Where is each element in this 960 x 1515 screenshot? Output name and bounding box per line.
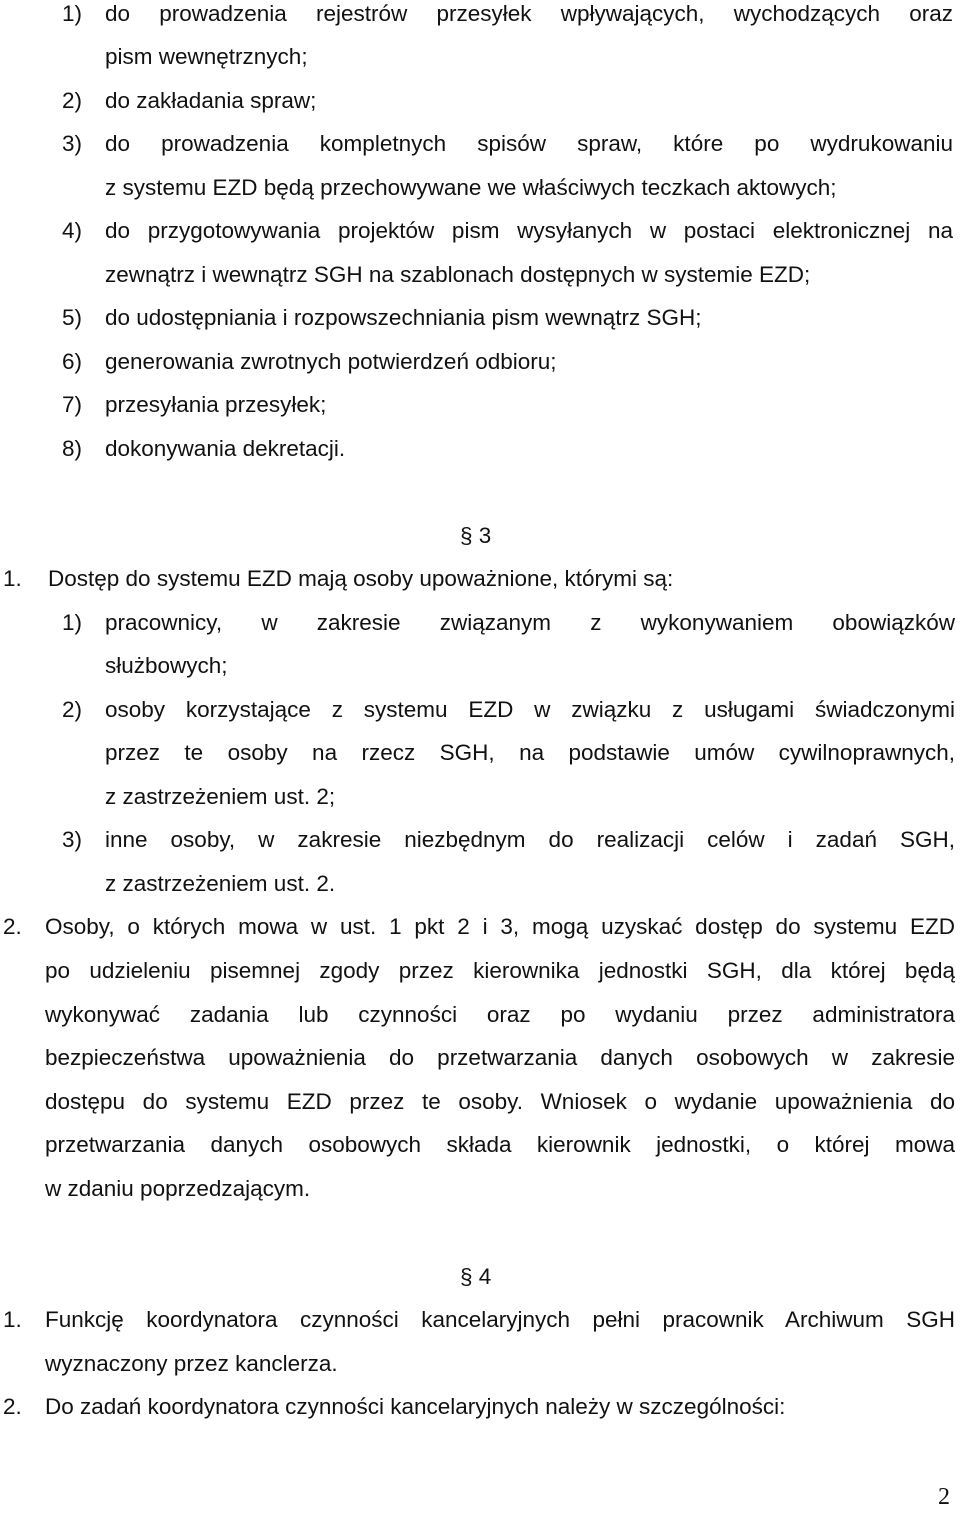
- list-item-number: 8): [62, 436, 83, 461]
- list-item-text: pracownicy, w zakresie związanym z wykonywaniem obowiązków: [105, 610, 955, 635]
- paragraph-text: po udzieleniu pisemnej zgody przez kierownika jednostki SGH, dla której będą: [45, 958, 955, 983]
- list-item-text: służbowych;: [105, 653, 228, 678]
- list-item-text: z systemu EZD będą przechowywane we właściwych teczkach aktowych;: [105, 175, 837, 200]
- list-item-text: inne osoby, w zakresie niezbędnym do realizacji celów i zadań SGH,: [105, 827, 955, 852]
- list-item-number: 1): [62, 1, 83, 26]
- list-item-text: pism wewnętrznych;: [105, 44, 308, 69]
- list-item-number: 3): [62, 827, 83, 852]
- paragraph-text: bezpieczeństwa upoważnienia do przetwarzania danych osobowych w zakresie: [45, 1045, 955, 1070]
- list-item-text: z zastrzeżeniem ust. 2.: [105, 871, 336, 896]
- list-item-number: 3): [62, 131, 83, 156]
- list-item-number: 2): [62, 88, 83, 113]
- paragraph-text: Do zadań koordynatora czynności kancelaryjnych należy w szczególności:: [45, 1394, 786, 1419]
- paragraph-text: Osoby, o których mowa w ust. 1 pkt 2 i 3, mogą uzyskać dostęp do systemu EZD: [45, 914, 955, 939]
- list-item-text: do przygotowywania projektów pism wysyłanych w postaci elektronicznej na: [105, 218, 953, 243]
- section-heading: § 3: [460, 523, 492, 548]
- list-item-text: do prowadzenia kompletnych spisów spraw, które po wydrukowaniu: [105, 131, 953, 156]
- list-item-text: do prowadzenia rejestrów przesyłek wpływających, wychodzących oraz: [105, 1, 953, 26]
- paragraph-text: w zdaniu poprzedzającym.: [45, 1176, 311, 1201]
- paragraph-text: dostępu do systemu EZD przez te osoby. Wniosek o wydanie upoważnienia do: [45, 1089, 955, 1114]
- paragraph-number: 2.: [3, 1394, 22, 1419]
- paragraph-text: Dostęp do systemu EZD mają osoby upoważnione, którymi są:: [48, 566, 674, 591]
- list-item-text: zewnątrz i wewnątrz SGH na szablonach dostępnych w systemie EZD;: [105, 262, 811, 287]
- list-item-text: generowania zwrotnych potwierdzeń odbioru;: [105, 349, 557, 374]
- list-item-text: z zastrzeżeniem ust. 2;: [105, 784, 336, 809]
- page-number: 2: [938, 1484, 950, 1510]
- list-item-text: dokonywania dekretacji.: [105, 436, 346, 461]
- paragraph-number: 1.: [3, 1307, 22, 1332]
- paragraph-number: 2.: [3, 914, 22, 939]
- list-item-number: 7): [62, 392, 83, 417]
- paragraph-number: 1.: [3, 566, 22, 591]
- list-item-number: 5): [62, 305, 83, 330]
- paragraph-text: wyznaczony przez kanclerza.: [45, 1351, 338, 1376]
- list-item-text: osoby korzystające z systemu EZD w związku z usługami świadczonymi: [105, 697, 955, 722]
- paragraph-text: przetwarzania danych osobowych składa kierownik jednostki, o której mowa: [45, 1132, 955, 1157]
- list-item-number: 4): [62, 218, 83, 243]
- list-item-text: przesyłania przesyłek;: [105, 392, 327, 417]
- paragraph-text: Funkcję koordynatora czynności kancelaryjnych pełni pracownik Archiwum SGH: [45, 1307, 955, 1332]
- list-item-number: 6): [62, 349, 83, 374]
- list-item-number: 1): [62, 610, 83, 635]
- list-item-text: do zakładania spraw;: [105, 88, 317, 113]
- list-item-number: 2): [62, 697, 83, 722]
- section-heading: § 4: [460, 1264, 492, 1289]
- paragraph-text: wykonywać zadania lub czynności oraz po wydaniu przez administratora: [45, 1002, 955, 1027]
- list-item-text: przez te osoby na rzecz SGH, na podstawie umów cywilnoprawnych,: [105, 740, 955, 765]
- list-item-text: do udostępniania i rozpowszechniania pism wewnątrz SGH;: [105, 305, 702, 330]
